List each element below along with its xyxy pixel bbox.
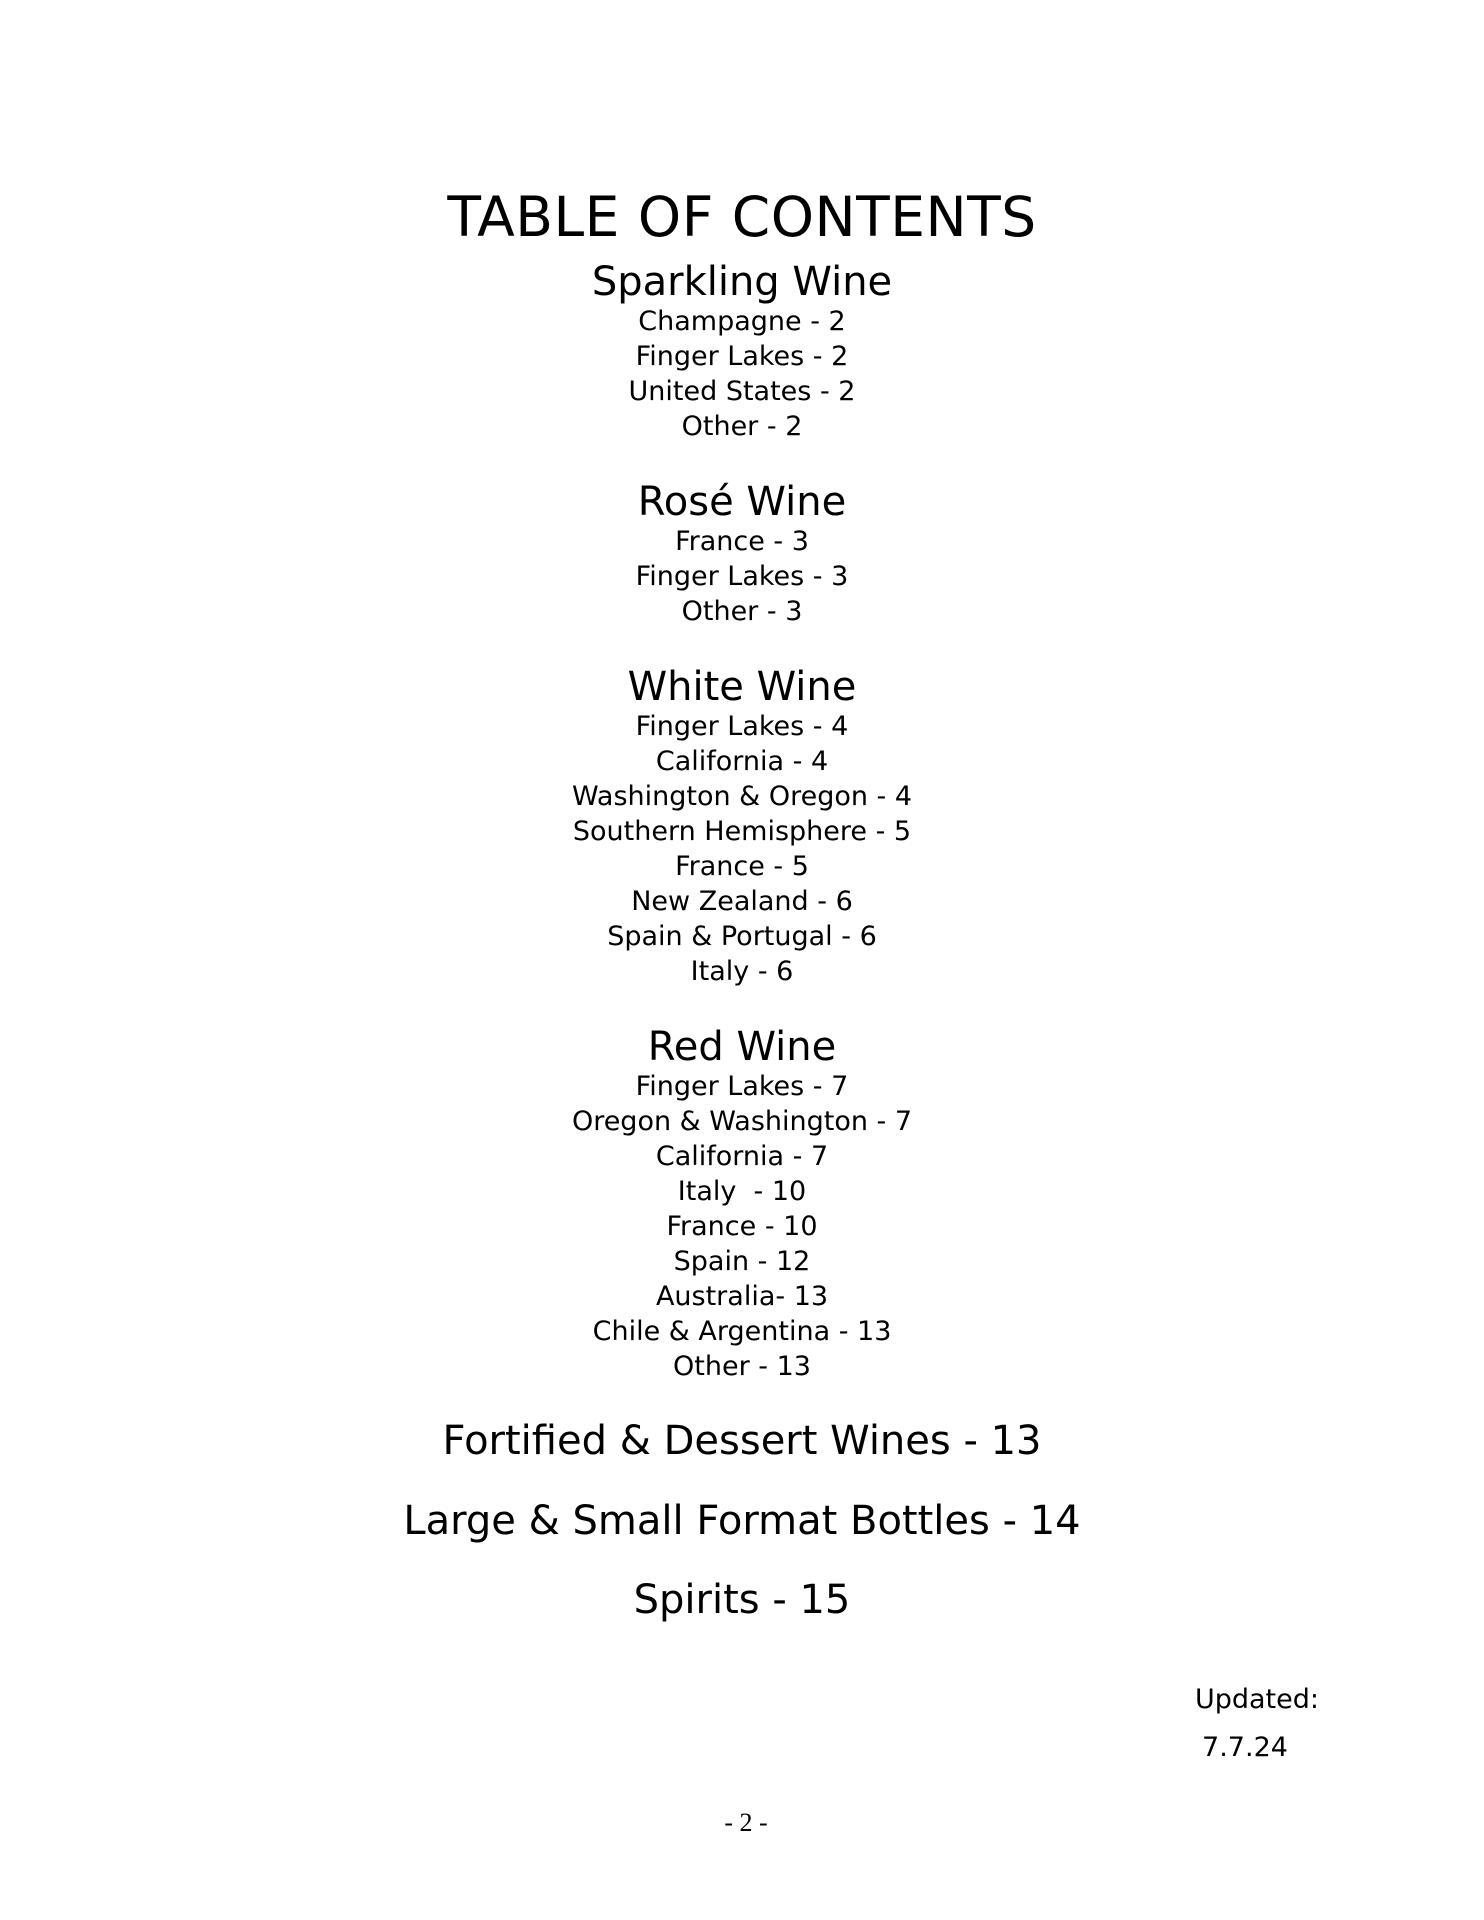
- toc-item-white-washington-oregon: Washington & Oregon - 4: [571, 781, 913, 812]
- toc-item-red-italy: Italy - 10: [677, 1176, 807, 1207]
- toc-item-white-spain-portugal: Spain & Portugal - 6: [607, 921, 877, 952]
- updated-date: 7.7.24: [1202, 1732, 1288, 1763]
- toc-item-red-france: France - 10: [666, 1211, 818, 1242]
- toc-item-sparkling-finger-lakes: Finger Lakes - 2: [635, 341, 849, 372]
- toc-item-red-other: Other - 13: [673, 1351, 811, 1382]
- toc-item-sparkling-other: Other - 2: [681, 411, 803, 442]
- toc-item-sparkling-champagne: Champagne - 2: [638, 306, 846, 337]
- toc-item-red-california: California - 7: [655, 1141, 829, 1172]
- toc-item-rose-other: Other - 3: [681, 596, 803, 627]
- toc-item-white-italy: Italy - 6: [690, 956, 794, 987]
- toc-item-red-finger-lakes: Finger Lakes - 7: [635, 1071, 849, 1102]
- toc-item-white-france: France - 5: [675, 851, 809, 882]
- toc-item-white-finger-lakes: Finger Lakes - 4: [635, 711, 849, 742]
- toc-item-red-oregon-washington: Oregon & Washington - 7: [571, 1106, 913, 1137]
- toc-item-fortified-dessert: Fortified & Dessert Wines - 13: [442, 1418, 1042, 1464]
- section-heading-rose: Rosé Wine: [637, 479, 847, 525]
- toc-item-white-southern-hemisphere: Southern Hemisphere - 5: [572, 816, 912, 847]
- toc-item-sparkling-united-states: United States - 2: [628, 376, 856, 407]
- toc-item-rose-finger-lakes: Finger Lakes - 3: [635, 561, 849, 592]
- toc-item-rose-france: France - 3: [675, 526, 809, 557]
- section-heading-red: Red Wine: [647, 1024, 837, 1070]
- toc-item-red-australia: Australia- 13: [655, 1281, 829, 1312]
- section-heading-white: White Wine: [627, 664, 857, 710]
- toc-item-red-spain: Spain - 12: [673, 1246, 811, 1277]
- updated-label: Updated:: [1194, 1684, 1319, 1715]
- toc-item-red-chile-argentina: Chile & Argentina - 13: [592, 1316, 892, 1347]
- toc-item-white-new-zealand: New Zealand - 6: [631, 886, 853, 917]
- toc-item-large-small-format: Large & Small Format Bottles - 14: [403, 1498, 1081, 1544]
- toc-item-white-california: California - 4: [655, 746, 829, 777]
- page-number: - 2 -: [724, 1808, 768, 1837]
- toc-item-spirits: Spirits - 15: [633, 1577, 851, 1623]
- section-heading-sparkling: Sparkling Wine: [591, 259, 893, 305]
- page-title: TABLE OF CONTENTS: [447, 185, 1037, 249]
